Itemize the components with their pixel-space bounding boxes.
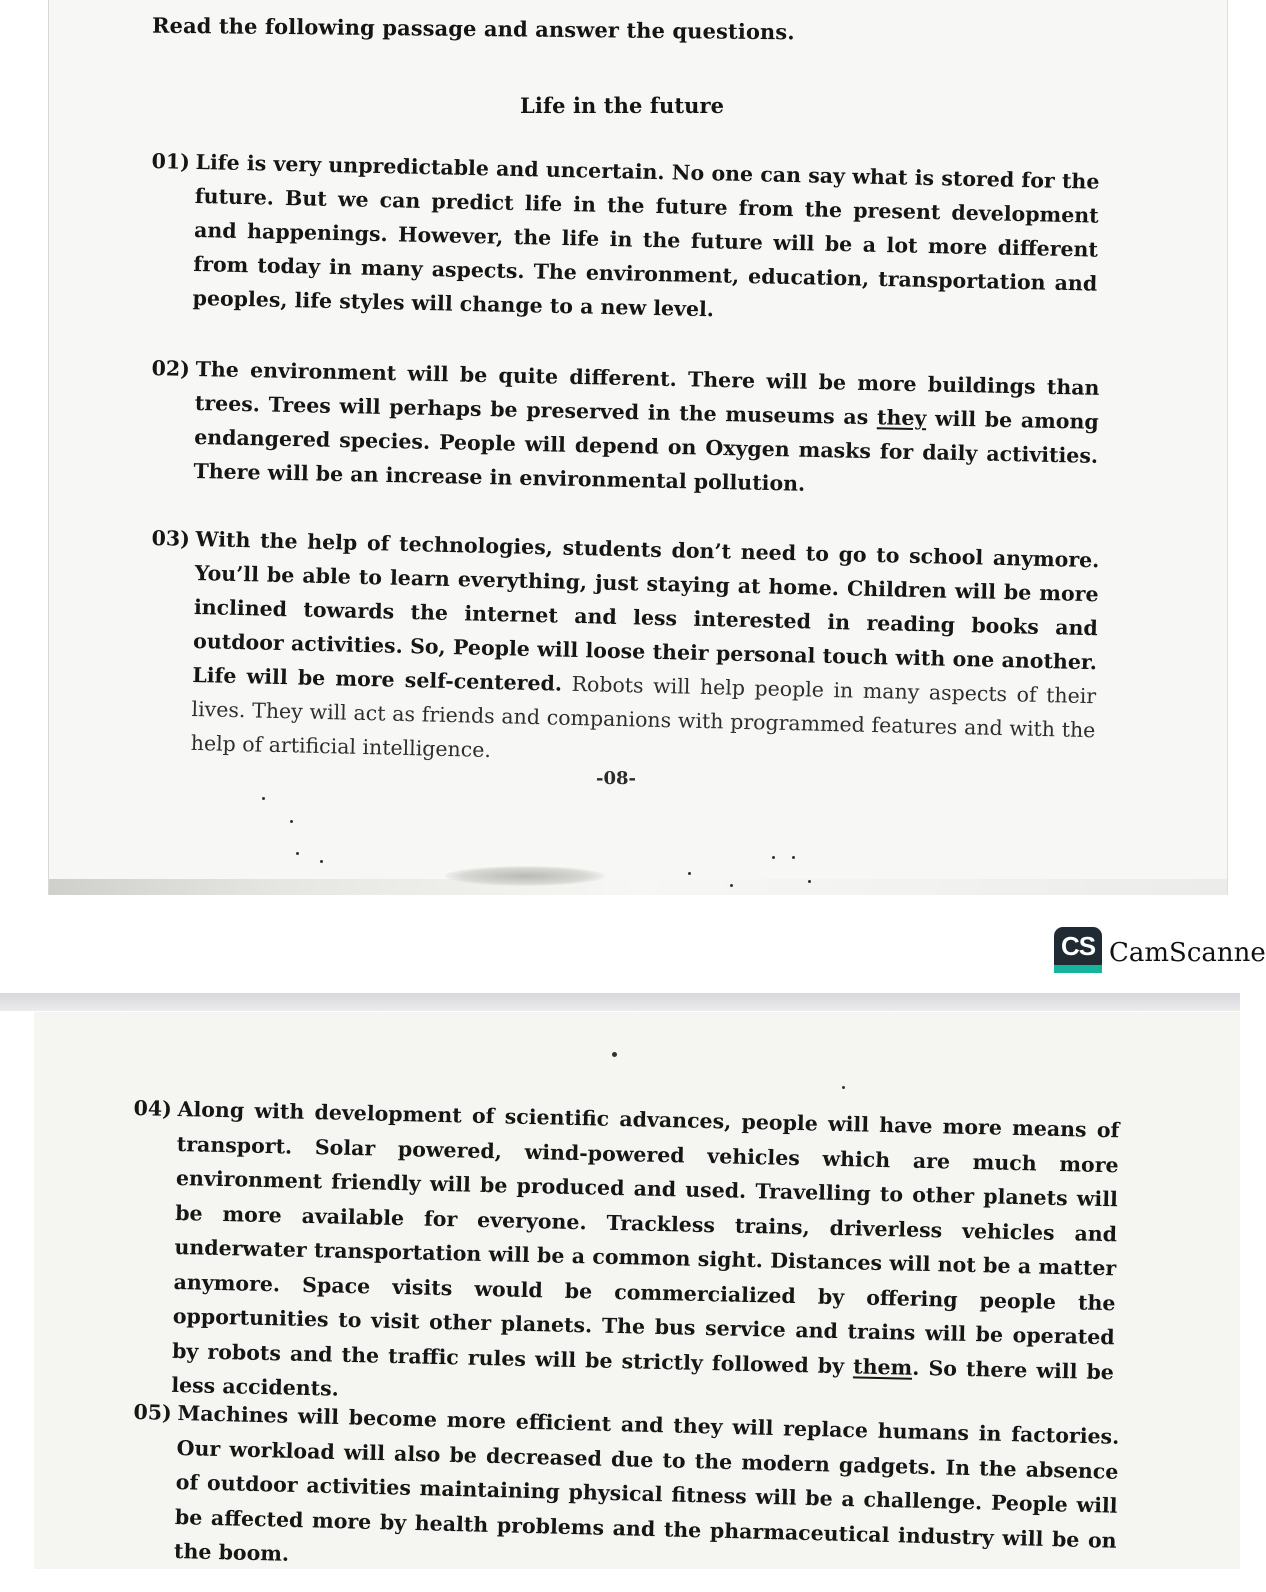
camscanner-logo-text: CS — [1060, 931, 1096, 961]
camscanner-logo-accent — [1054, 965, 1102, 973]
paragraph-text: Life is very unpredictable and uncertain. No one can say what is stored for the future. But we can predict life in the future from the present development and happenings. However, the life in the future will be a lot more different from today in many aspects. The environment, education, transportation and peoples, life styles will change to a new level. — [192, 149, 1100, 322]
scan-speck — [842, 1086, 845, 1089]
passage-title: Life in the future — [520, 93, 725, 118]
camscanner-brand: CamScanne — [1109, 938, 1266, 968]
scan-speck — [612, 1052, 617, 1057]
paragraph-02 — [151, 352, 1100, 507]
paragraph-05 — [133, 1396, 1120, 1592]
scan-speck — [808, 880, 811, 883]
paragraph-text-faded: Robots will help people in many aspects of their lives. They will act as friends and companions with programmed features and with the help of artificial intelligence. — [190, 671, 1097, 763]
paragraph-number: 05) — [133, 1399, 173, 1425]
page-divider — [0, 993, 1240, 1011]
paragraph-number: 03) — [151, 525, 191, 551]
page-edge-shadow — [49, 879, 1227, 895]
scan-speck — [688, 872, 691, 875]
scan-speck — [730, 884, 733, 887]
scan-smudge — [445, 866, 605, 886]
scan-speck — [772, 856, 775, 859]
underlined-word: they — [876, 405, 927, 431]
paragraph-text: With the help of technologies, students don’t need to go to school anymore. You’ll be able to learn everything, just staying at home. Children will be more inclined towards the internet and less interested in reading books and outdoor activities. So, People will loose their personal touch with one another. Life will be more self-centered. — [192, 526, 1100, 696]
paragraph-number: 02) — [151, 356, 191, 381]
scan-speck — [792, 856, 795, 859]
scan-speck — [290, 820, 293, 823]
page-number: -08- — [596, 768, 636, 789]
paragraph-01 — [151, 145, 1100, 335]
paragraph-03 — [151, 522, 1100, 781]
paragraph-text: Machines will become more efficient and they will replace humans in factories. Our workload will also be decreased due to the modern gadgets. In the absence of outdoor activities maintaining physical fitness will be a challenge. People will be affected more by health problems and the pharmaceutical industry will be on the boom. — [173, 1400, 1120, 1566]
scan-speck — [320, 860, 323, 863]
underlined-word: them — [852, 1353, 913, 1380]
paragraph-text-continued: . So there will be less accidents. — [171, 1355, 1115, 1401]
paragraph-text: Along with development of scientific advances, people will have more means of transport. Solar powered, wind-powered vehicles which are much more environment friendly will be produced and used. Travelling to other planets will be more available for everyone. Trackless trains, driverless vehicles and underwater transportation will be a common sight. Distances will not be a matter anymore. Space visits would be commercialized by offering people the opportunities to visit other planets. The bus service and trains will be operated by robots and the traffic rules will be strictly followed by — [171, 1096, 1120, 1378]
scan-speck — [262, 797, 265, 800]
paragraph-number: 01) — [151, 149, 191, 174]
paragraph-text-continued: will be among endangered species. People will depend on Oxygen masks for daily activities. There will be an increase in environmental pollution. — [193, 406, 1099, 496]
camscanner-logo — [1054, 927, 1102, 973]
instruction-heading: Read the following passage and answer the questions. — [151, 12, 795, 45]
paragraph-number: 04) — [133, 1096, 173, 1121]
paragraph-text: The environment will be quite different. There will be more buildings than trees. Trees will perhaps be preserved in the museums as — [194, 356, 1100, 430]
scan-speck — [296, 852, 299, 855]
